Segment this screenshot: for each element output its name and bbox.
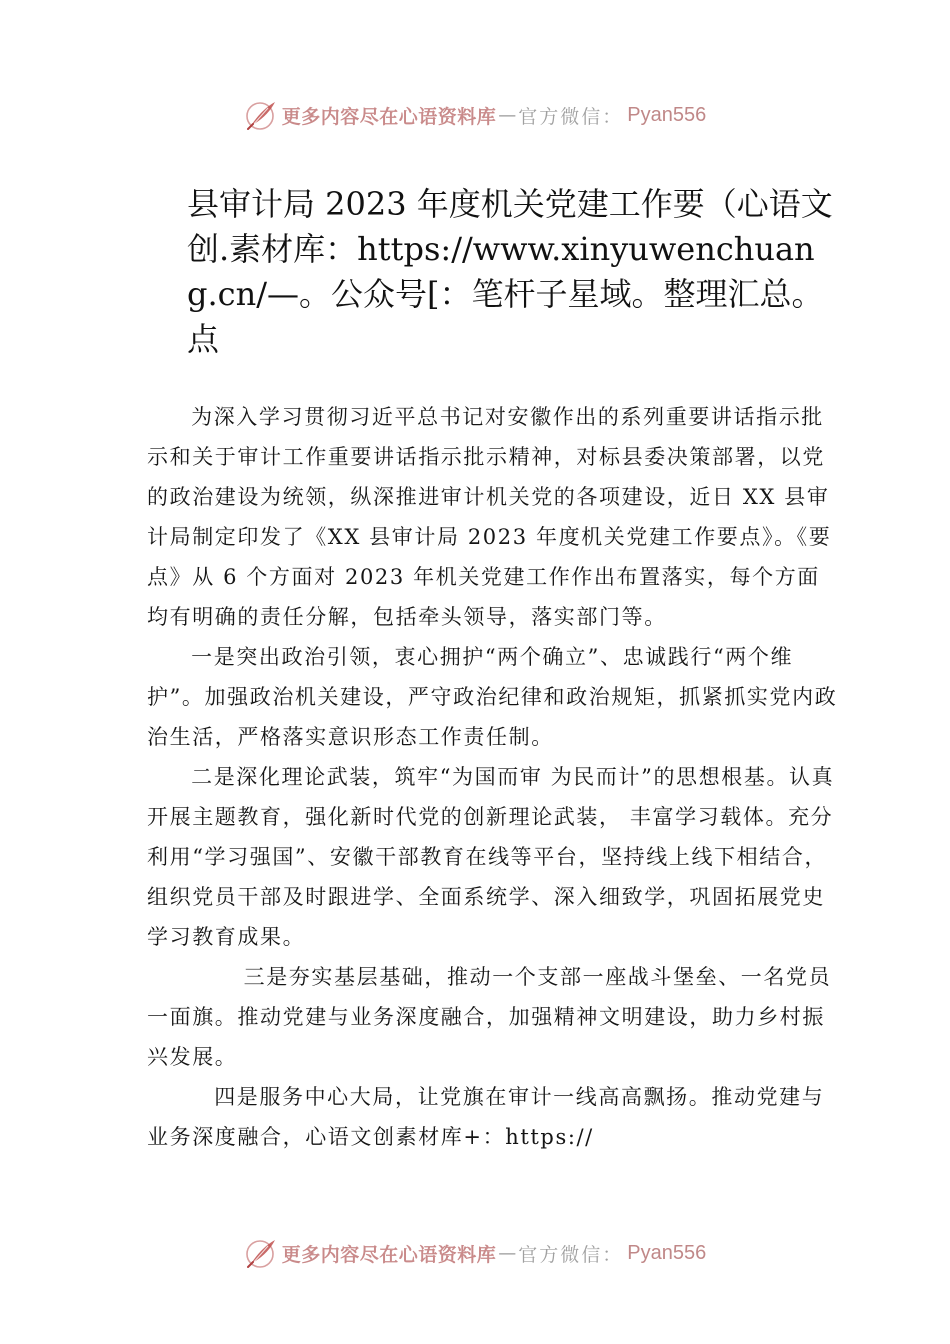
- quill-logo-icon: [244, 98, 278, 132]
- paragraph-point-four: 四是服务中心大局，让党旗在审计一线高高飘扬。推动党建与业务深度融合，心语文创素材库+：https://: [147, 1085, 825, 1149]
- header-watermark: [0, 95, 950, 135]
- watermark-separator: —: [498, 1242, 517, 1264]
- watermark-wechat-label: 官方微信：: [518, 1243, 624, 1266]
- watermark-wechat-id: Pyan556: [627, 103, 707, 126]
- paragraph-point-three: 三是夯实基层基础，推动一个支部一座战斗堡垒、一名党员一面旗。推动党建与业务深度融合，加强精神文明建设，助力乡村振兴发展。: [147, 965, 832, 1069]
- document-title: 县审计局 2023 年度机关党建工作要（心语文创.素材库：https://www.xinyuwenchuang.cn/—。公众号[：笔杆子星域。整理汇总。点: [187, 185, 833, 358]
- document-body: [147, 397, 842, 1157]
- paragraph-point-two: 二是深化理论武装，筑牢“为国而审 为民而计”的思想根基。认真开展主题教育，强化新时代党的创新理论武装， 丰富学习载体。充分利用“学习强国”、安徽干部教育在线等平台，坚持线上线下相结合，组织党员干部及时跟进学、全面系统学、深入细致学，巩固拓展党史学习教育成果。: [147, 765, 835, 949]
- paragraph-point-one: 一是突出政治引领，衷心拥护“两个确立”、忠诚践行“两个维护”。加强政治机关建设，严守政治纪律和政治规矩，抓紧抓实党内政治生活，严格落实意识形态工作责任制。: [147, 645, 838, 749]
- paragraph-intro: 为深入学习贯彻习近平总书记对安徽作出的系列重要讲话指示批示和关于审计工作重要讲话指示批示精神，对标县委决策部署，以党的政治建设为统领，纵深推进审计机关党的各项建设，近日 XX 县审计局制定印发了《XX 县审计局 2023 年度机关党建工作要点》。《要点》从 6 个方面对 2023 年机关党建工作作出布置落实，每个方面均有明确的责任分解，包括牵头领导，落实部门等。: [147, 405, 832, 629]
- watermark-site-text: 更多内容尽在心语资料库: [281, 105, 497, 128]
- watermark-separator: —: [498, 104, 517, 126]
- footer-watermark: [0, 1233, 950, 1273]
- watermark-wechat-label: 官方微信：: [518, 105, 624, 128]
- watermark-wechat-id: Pyan556: [627, 1241, 707, 1264]
- watermark-site-text: 更多内容尽在心语资料库: [281, 1243, 497, 1266]
- quill-logo-icon: [244, 1236, 278, 1270]
